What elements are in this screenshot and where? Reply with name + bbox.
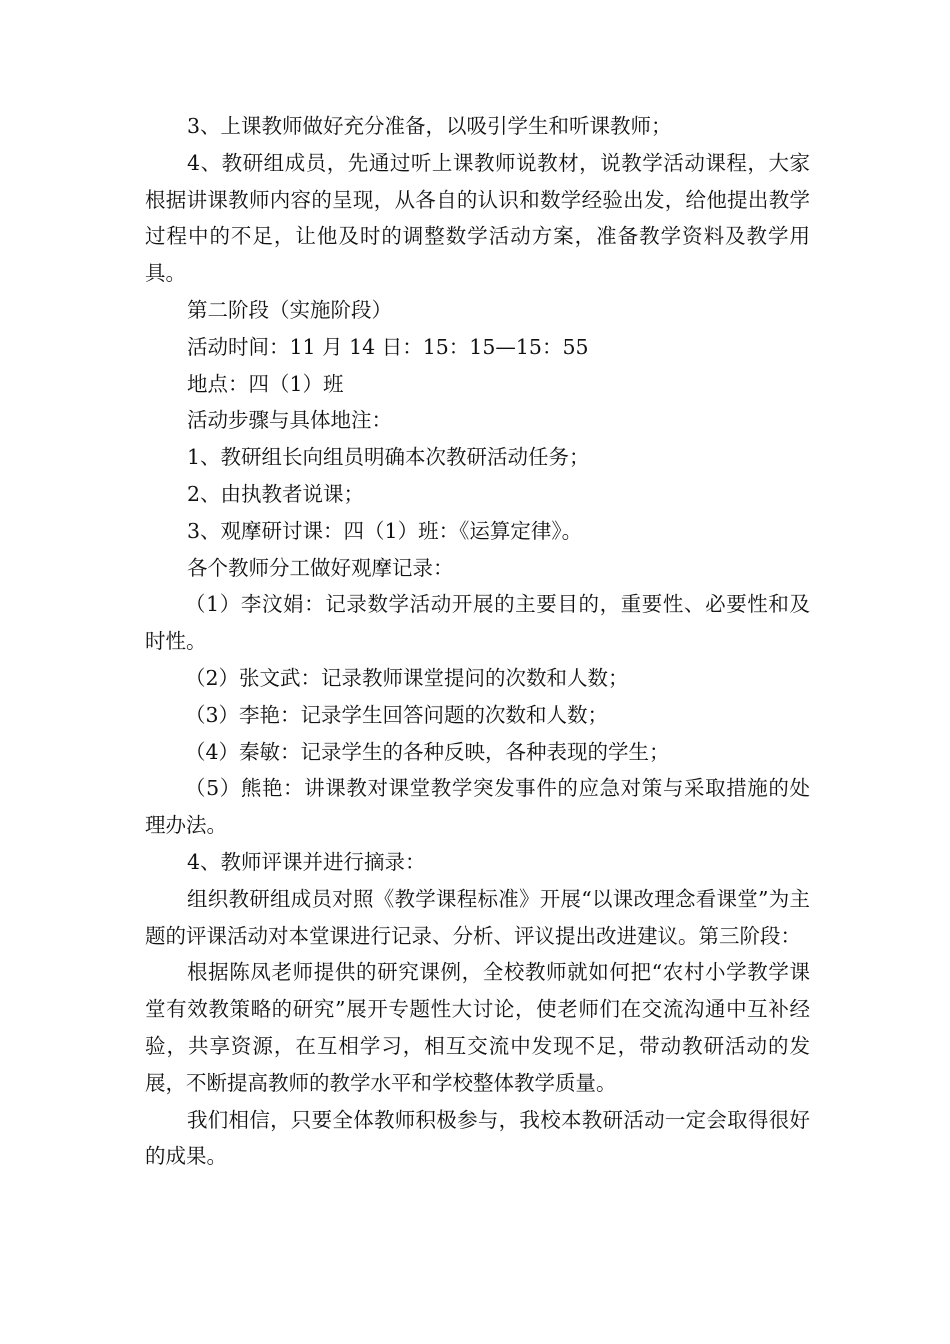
paragraph: （2）张文武：记录教师课堂提问的次数和人数；: [185, 665, 629, 690]
paragraph: （4）秦敏：记录学生的各种反映，各种表现的学生；: [185, 739, 670, 764]
paragraph: 地点：四（1）班: [187, 371, 344, 396]
paragraph: 3、上课教师做好充分准备，以吸引学生和听课教师；: [187, 114, 672, 138]
paragraph: 我们相信，只要全体教师积极参与，我校本教研活动一定会取得很好的成果。: [145, 1107, 810, 1169]
paragraph: （1）李汶娟：记录数学活动开展的主要目的，重要性、必要性和及时性。: [145, 592, 810, 654]
paragraph: 4、教师评课并进行摘录：: [187, 849, 426, 874]
paragraph: （5）熊艳：讲课教对课堂教学突发事件的应急对策与采取措施的处理办法。: [145, 776, 810, 838]
document-body: [145, 108, 810, 1175]
paragraph: 2、由执教者说课；: [187, 481, 365, 506]
paragraph: 3、观摩研讨课：四（1）班：《运算定律》。: [187, 518, 583, 543]
paragraph: 活动时间：11 月 14 日：15：15—15：55: [187, 334, 589, 359]
paragraph: 组织教研组成员对照《教学课程标准》开展“以课改理念看课堂”为主题的评课活动对本堂课进行记录、分析、评议提出改进建议。第三阶段：: [145, 886, 810, 948]
paragraph: 第二阶段（实施阶段）: [187, 297, 392, 322]
paragraph: 根据陈凤老师提供的研究课例，全校教师就如何把“农村小学教学课堂有效教策略的研究”展开专题性大讨论，使老师们在交流沟通中互补经验，共享资源，在互相学习，相互交流中发现不足，带动教研活动的发展，不断提高教师的教学水平和学校整体教学质量。: [145, 960, 810, 1095]
paragraph: 活动步骤与具体地注：: [187, 408, 392, 433]
paragraph: 1、教研组长向组员明确本次教研活动任务；: [187, 445, 590, 470]
paragraph: （3）李艳：记录学生回答问题的次数和人数；: [185, 702, 609, 727]
paragraph: 各个教师分工做好观摩记录：: [187, 555, 454, 580]
paragraph: 4、教研组成员，先通过听上课教师说教材，说教学活动课程，大家根据讲课教师内容的呈现，从各自的认识和数学经验出发，给他提出教学过程中的不足，让他及时的调整数学活动方案，准备教学资料及教学用具。: [145, 150, 810, 286]
